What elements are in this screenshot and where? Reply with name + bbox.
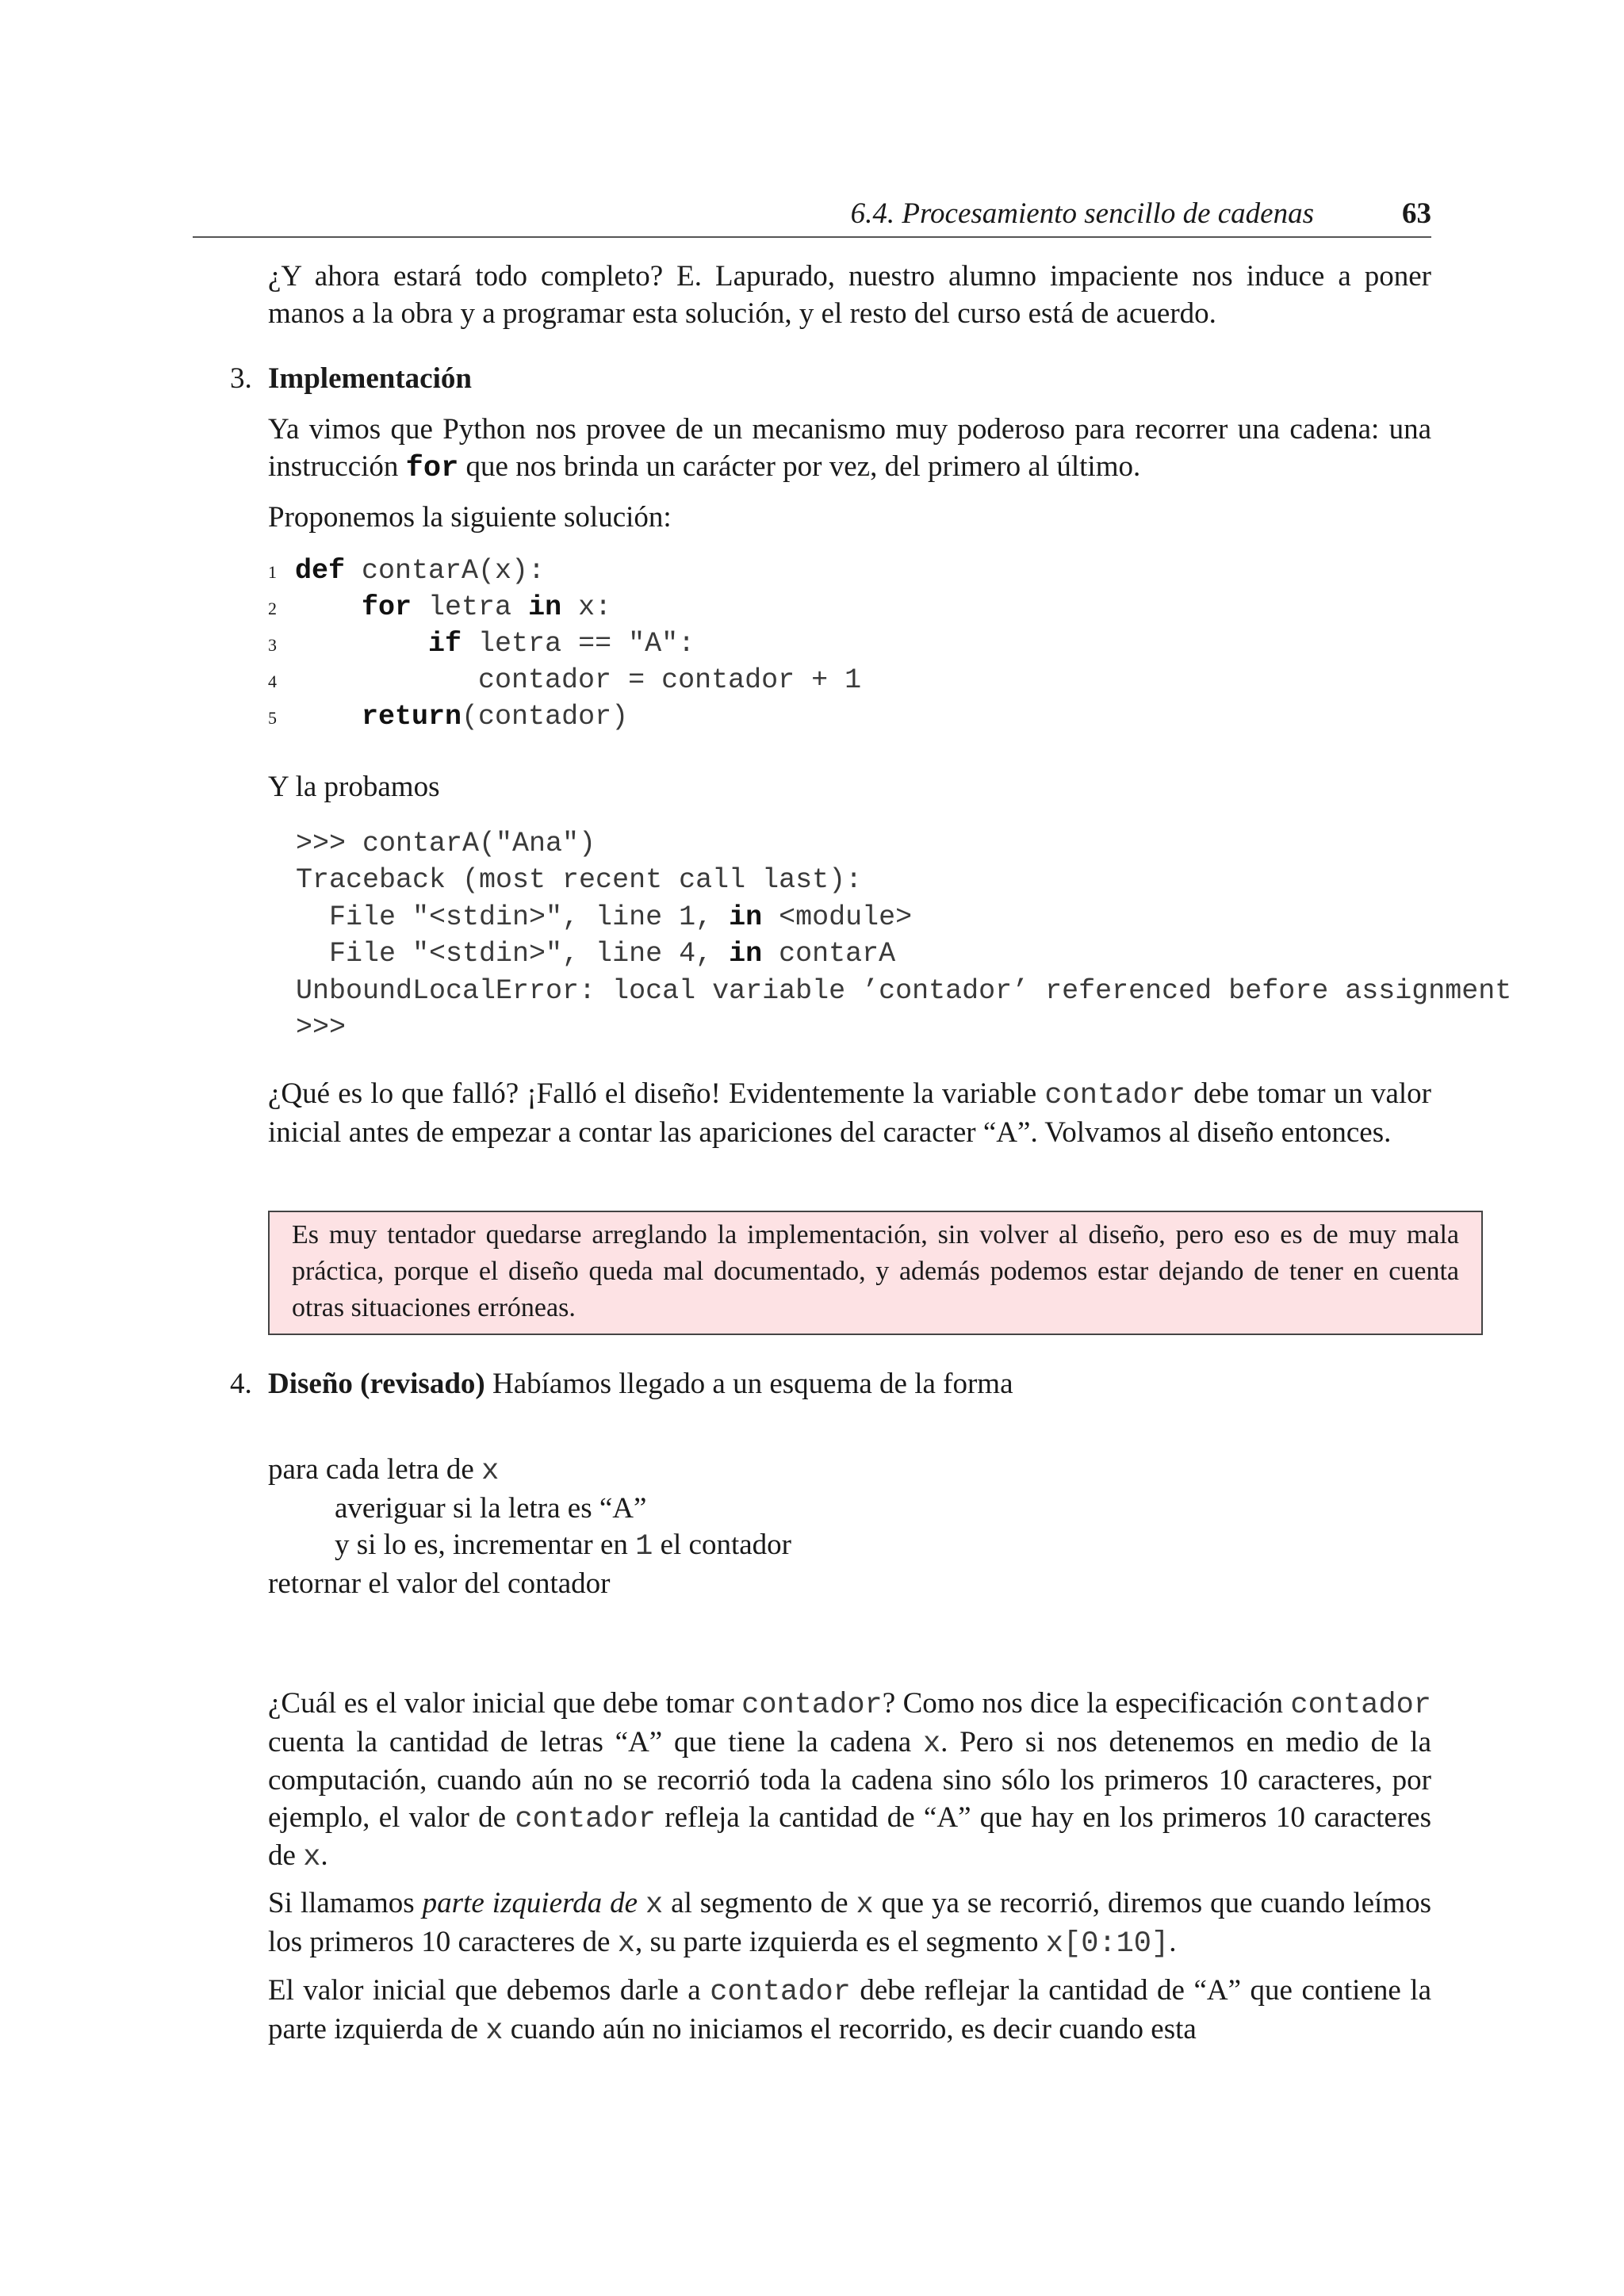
item-3-paragraph-1: Ya vimos que Python nos provee de un mecanismo muy poderoso para recorrer una cadena: una instrucción for que nos brinda un carácter por vez, del primero al último. xyxy=(268,413,1431,485)
intro-paragraph: ¿Y ahora estará todo completo? E. Lapurado, nuestro alumno impaciente nos induce a poner manos a la obra y a programar esta solución, y el resto del curso está de acuerdo. xyxy=(268,260,1431,330)
note-text: Es muy tentador quedarse arreglando la implementación, sin volver al diseño, pero eso es de muy mala práctica, porque el diseño queda mal documentado, y además podemos estar dejando de tener en cuenta otras situaciones erróneas. xyxy=(292,1220,1459,1322)
algorithm-line: retornar el valor del contador xyxy=(268,1567,611,1600)
algorithm-line: y si lo es, incrementar en 1 el contador xyxy=(335,1529,791,1563)
console-line: >>> xyxy=(296,1011,347,1043)
page-header xyxy=(193,190,1431,238)
inline-code: for xyxy=(405,451,459,485)
code-line-1: 1 def contarA(x): xyxy=(268,555,546,587)
algorithm-line: averiguar si la letra es “A” xyxy=(335,1491,647,1525)
page-number: 63 xyxy=(1402,197,1431,230)
code-line-2: 2 for letra in x: xyxy=(268,591,612,623)
algorithm-outline xyxy=(268,1452,791,1602)
item-4-paragraph-1: ¿Cuál es el valor inicial que debe tomar contador? Como nos dice la especificación contador cuenta la cantidad de letras “A” que tiene la cadena x. Pero si nos detenemos en medio de la computación, cuando aún no se recorrió toda la cadena sino sólo los primeros 10 caracteres, por ejemplo, el valor de contador refleja la cantidad de “A” que hay en los primeros 10 caracteres de x. xyxy=(268,1687,1432,1874)
code-line-4: 4 contador = contador + 1 xyxy=(268,664,862,696)
item-3-paragraph-3: Y la probamos xyxy=(268,771,440,803)
item-4-title: Diseño (revisado) Habíamos llegado a un esquema de la forma xyxy=(268,1368,1013,1400)
algorithm-line: para cada letra de x xyxy=(268,1453,500,1488)
item-3-number: 3. xyxy=(230,362,252,395)
console-line: UnboundLocalError: local variable ’contador’ referenced before assignment xyxy=(296,974,1512,1007)
code-line-5: 5 return(contador) xyxy=(268,701,629,733)
console-line: File "<stdin>", line 1, in <module> xyxy=(296,901,913,933)
item-3-title: Implementación xyxy=(268,362,472,395)
running-title: 6.4. Procesamiento sencillo de cadenas xyxy=(850,197,1314,230)
item-3-paragraph-4: ¿Qué es lo que falló? ¡Falló el diseño! Evidentemente la variable contador debe tomar un valor inicial antes de empezar a contar las apariciones del caracter “A”. Volvamos al diseño entonces. xyxy=(268,1077,1431,1149)
item-3-paragraph-2: Proponemos la siguiente solución: xyxy=(268,501,672,534)
inline-code: contador xyxy=(1044,1079,1185,1112)
console-line: Traceback (most recent call last): xyxy=(296,864,863,897)
console-line: >>> contarA("Ana") xyxy=(296,828,596,859)
code-line-3: 3 if letra == "A": xyxy=(268,628,695,660)
console-line: File "<stdin>", line 4, in contarA xyxy=(296,938,896,970)
item-4-paragraph-3: El valor inicial que debemos darle a contador debe reflejar la cantidad de “A” que contiene la parte izquierda de x cuando aún no iniciamos el recorrido, es decir cuando esta xyxy=(268,1974,1431,2048)
console-session xyxy=(296,825,1511,1046)
item-4-paragraph-2: Si llamamos parte izquierda de x al segmento de x que ya se recorrió, diremos que cuando leímos los primeros 10 caracteres de x, su parte izquierda es el segmento x[0:10]. xyxy=(268,1887,1431,1961)
item-4-number: 4. xyxy=(230,1368,252,1400)
note-box xyxy=(268,1211,1483,1335)
